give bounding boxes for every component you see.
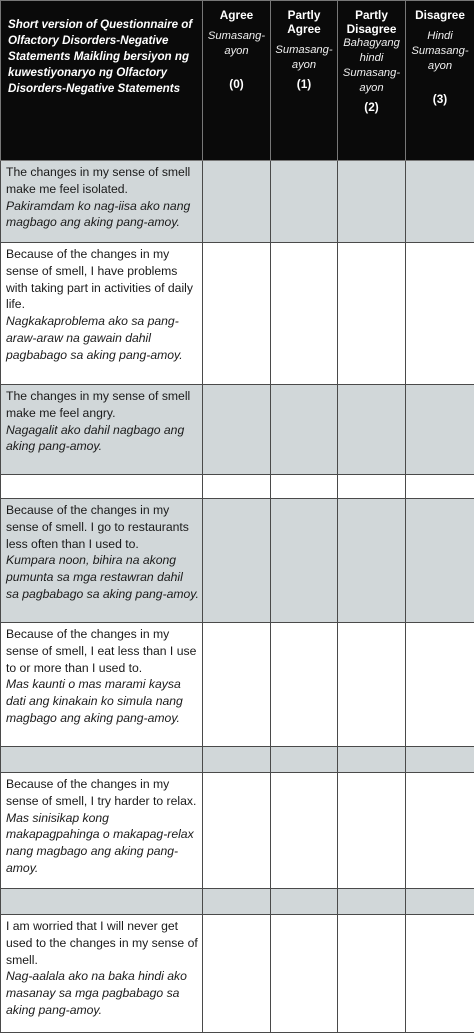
response-cell-partly-disagree[interactable] [338,773,406,889]
spacer-cell [338,747,406,773]
response-cell-agree[interactable] [203,161,271,243]
option-label: Partly Agree [284,8,324,36]
statement-tl: Mas sinisikap kong makapagpahinga o makapag-relax nang magbago ang aking pang-amoy. [6,810,199,877]
response-cell-disagree[interactable] [406,499,474,623]
option-code: (3) [407,92,473,106]
statement-cell [1,915,203,1033]
statement-tl: Nag-aalala ako na baka hindi ako masanay sa mga pagbabago sa aking pang-amoy. [6,968,199,1018]
statement-en: Because of the changes in my sense of smell, I try harder to relax. [6,776,199,810]
statement-tl: Pakiramdam ko nag-iisa ako nang magbago ang aking pang-amoy. [6,198,199,232]
response-cell-disagree[interactable] [406,161,474,243]
response-cell-agree[interactable] [203,623,271,747]
option-label: Disagree [407,8,473,22]
table-row [1,623,474,747]
option-translation: Sumasang-ayon [204,29,269,59]
statement-cell [1,499,203,623]
statement-en: I am worried that I will never get used to the changes in my sense of smell. [6,918,199,968]
response-cell-partly-agree[interactable] [271,385,338,475]
statement-tl: Kumpara noon, bihira na akong pumunta sa mga restawran dahil sa pagbabago sa aking pang-amoy. [6,552,199,602]
statement-en: Because of the changes in my sense of smell, I eat less than I use to or more than I used to. [6,626,199,676]
option-label: Agree [204,8,269,22]
spacer-cell [203,475,271,499]
response-cell-partly-agree[interactable] [271,161,338,243]
spacer-row [1,889,474,915]
response-cell-partly-disagree[interactable] [338,499,406,623]
spacer-cell [1,747,203,773]
statement-cell [1,385,203,475]
spacer-cell [271,475,338,499]
spacer-cell [203,747,271,773]
statement-tl: Nagagalit ako dahil nagbago ang aking pang-amoy. [6,422,199,456]
response-cell-partly-agree[interactable] [271,243,338,385]
option-disagree-header [406,1,474,161]
response-cell-partly-agree[interactable] [271,915,338,1033]
response-cell-partly-disagree[interactable] [338,623,406,747]
option-translation: Hindi Sumasang-ayon [407,29,473,74]
statement-cell [1,161,203,243]
response-cell-partly-disagree[interactable] [338,161,406,243]
spacer-cell [338,475,406,499]
response-cell-disagree[interactable] [406,623,474,747]
option-code: (1) [272,77,336,91]
spacer-cell [271,747,338,773]
spacer-row [1,475,474,499]
spacer-cell [406,889,474,915]
table-row [1,243,474,385]
response-cell-partly-agree[interactable] [271,623,338,747]
response-cell-partly-disagree[interactable] [338,243,406,385]
table-row [1,385,474,475]
statement-cell [1,623,203,747]
questionnaire-title: Short version of Questionnaire of Olfactory Disorders-Negative Statements Maikling bersiyon ng kuwestiyonaryo ng Olfactory Disorders-Negative Statements [1,1,203,161]
statement-tl: Nagkakaproblema ako sa pang-araw-araw na gawain dahil pagbabago sa aking pang-amoy. [6,313,199,363]
header-row [1,1,474,161]
statement-cell [1,773,203,889]
spacer-cell [338,889,406,915]
statement-en: The changes in my sense of smell make me feel angry. [6,388,199,422]
response-cell-agree[interactable] [203,499,271,623]
table-row [1,161,474,243]
option-code: (2) [339,100,404,114]
spacer-cell [406,747,474,773]
response-cell-partly-disagree[interactable] [338,915,406,1033]
statement-en: The changes in my sense of smell make me feel isolated. [6,164,199,198]
spacer-cell [1,889,203,915]
spacer-cell [1,475,203,499]
option-translation: Bahagyang hindi Sumasang-ayon [339,36,404,96]
statement-en: Because of the changes in my sense of smell, I have problems with taking part in activities of daily life. [6,246,199,313]
response-cell-partly-disagree[interactable] [338,385,406,475]
response-cell-agree[interactable] [203,243,271,385]
option-translation: Sumasang-ayon [272,43,336,73]
option-agree-header [203,1,271,161]
statement-cell [1,243,203,385]
option-partly-agree-header [271,1,338,161]
response-cell-partly-agree[interactable] [271,499,338,623]
response-cell-disagree[interactable] [406,915,474,1033]
response-cell-disagree[interactable] [406,773,474,889]
response-cell-disagree[interactable] [406,385,474,475]
response-cell-agree[interactable] [203,385,271,475]
table-row [1,773,474,889]
spacer-cell [203,889,271,915]
option-code: (0) [204,77,269,91]
option-partly-disagree-header [338,1,406,161]
response-cell-disagree[interactable] [406,243,474,385]
response-cell-agree[interactable] [203,773,271,889]
spacer-row [1,747,474,773]
spacer-cell [406,475,474,499]
spacer-cell [271,889,338,915]
statement-tl: Mas kaunti o mas marami kaysa dati ang kinakain ko simula nang magbago ang aking pang-amoy. [6,676,199,726]
table-row [1,499,474,623]
response-cell-agree[interactable] [203,915,271,1033]
response-cell-partly-agree[interactable] [271,773,338,889]
statement-en: Because of the changes in my sense of smell. I go to restaurants less often than I used to. [6,502,199,552]
table-row [1,915,474,1033]
option-label: Partly Disagree [343,8,401,36]
